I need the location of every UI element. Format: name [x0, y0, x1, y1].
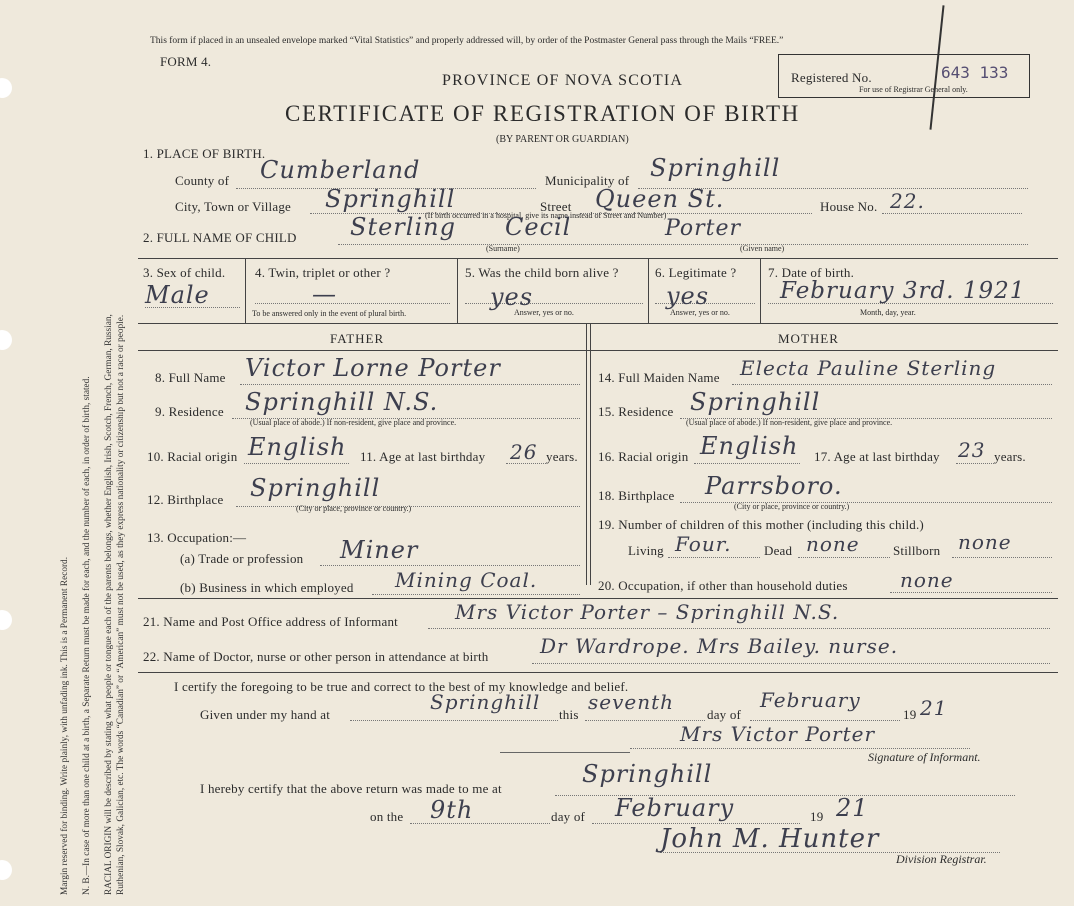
mother-residence-label: 15. Residence: [598, 404, 674, 419]
dead-value: none: [806, 532, 860, 556]
given-year-prefix: 19: [903, 707, 917, 722]
registrar-place-value: Springhill: [582, 760, 713, 788]
municipality-value: Springhill: [650, 154, 781, 182]
mother-years-label: years.: [994, 449, 1026, 464]
father-residence-label: 9. Residence: [155, 404, 224, 419]
parents-header-border: [138, 350, 1058, 351]
alive-note: Answer, yes or no.: [514, 308, 574, 317]
father-race-value: English: [248, 433, 347, 461]
child-name-line: [338, 244, 1028, 245]
mother-heading: MOTHER: [778, 331, 839, 346]
doctor-line: [532, 663, 1050, 664]
registrar-signature: John M. Hunter: [660, 824, 880, 854]
child-surname: Sterling: [350, 213, 456, 241]
twin-value: —: [312, 280, 337, 308]
registrar-signature-label: Division Registrar.: [896, 852, 987, 866]
child-given-name-2: Porter: [665, 216, 742, 241]
twin-line: [255, 303, 450, 304]
stillborn-label: Stillborn: [893, 543, 941, 558]
house-label: House No.: [820, 199, 878, 214]
given-under-label: Given under my hand at: [200, 707, 331, 722]
alive-value: yes: [490, 283, 534, 311]
father-birthplace-label: 12. Birthplace: [147, 492, 224, 507]
certify-statement: I certify the foregoing to be true and correct to the best of my knowledge and belief.: [174, 679, 629, 694]
city-value: Springhill: [325, 185, 456, 213]
doctor-value: Dr Wardrope. Mrs Bailey. nurse.: [540, 634, 899, 658]
given-note: (Given name): [740, 244, 785, 253]
street-value: Queen St.: [595, 185, 725, 213]
father-birthplace-note: (City or place, province or country.): [296, 504, 412, 513]
mother-occupation-line: [890, 592, 1052, 593]
cell-divider: [245, 258, 246, 323]
form-number: FORM 4.: [160, 54, 212, 69]
stillborn-line: [952, 557, 1052, 558]
mother-birthplace-label: 18. Birthplace: [598, 488, 675, 503]
mother-race-value: English: [700, 432, 799, 460]
mother-name-label: 14. Full Maiden Name: [598, 370, 720, 385]
stillborn-value: none: [958, 530, 1012, 554]
dob-value: February 3rd. 1921: [780, 278, 1026, 304]
father-birthplace-value: Springhill: [250, 474, 381, 502]
informant-signature: Mrs Victor Porter: [680, 722, 876, 746]
informant-signature-line: [630, 748, 970, 749]
given-day-of-label: day of: [707, 707, 742, 722]
given-place-line: [350, 720, 558, 721]
given-year-value: 21: [920, 696, 948, 720]
street-label: Street: [540, 199, 572, 214]
father-years-label: years.: [546, 449, 578, 464]
twin-note: To be answered only in the event of plural birth.: [252, 309, 407, 318]
parents-divider: [586, 323, 587, 585]
father-residence-value: Springhill N.S.: [245, 388, 439, 416]
given-month-line: [750, 720, 900, 721]
signature-stub-line: [500, 752, 630, 753]
given-day-line: [585, 720, 705, 721]
living-value: Four.: [675, 532, 732, 556]
registrar-day-of-label: day of: [551, 809, 586, 824]
informant-signature-label: Signature of Informant.: [868, 750, 981, 764]
father-age-label: 11. Age at last birthday: [360, 449, 486, 464]
father-name-line: [240, 384, 580, 385]
doctor-label: 22. Name of Doctor, nurse or other person in attendance at birth: [143, 649, 489, 664]
mother-occupation-value: none: [900, 568, 954, 592]
registrar-month-value: February: [615, 794, 735, 822]
side-note-racial-origin: RACIAL ORIGIN will be described by stating what people or tongue each of the parents belongs, whether English, Irish, Scotch, French, German, Russian,: [104, 314, 114, 895]
twin-label: 4. Twin, triplet or other ?: [255, 265, 391, 280]
living-line: [668, 557, 760, 558]
this-label: this: [559, 707, 579, 722]
binding-hole: [0, 78, 12, 98]
mother-race-label: 16. Racial origin: [598, 449, 689, 464]
province-heading: PROVINCE OF NOVA SCOTIA: [442, 72, 684, 89]
dob-note: Month, day, year.: [860, 308, 916, 317]
informant-line: [428, 628, 1050, 629]
registered-number: 643 133: [941, 63, 1009, 82]
mother-birthplace-note: (City or place, province or country.): [734, 502, 850, 511]
legitimate-note: Answer, yes or no.: [670, 308, 730, 317]
registered-box: [778, 54, 1030, 98]
dead-label: Dead: [764, 543, 793, 558]
mother-occupation-label: 20. Occupation, if other than household duties: [598, 578, 848, 593]
mother-age-value: 23: [958, 438, 986, 462]
legitimate-value: yes: [666, 282, 710, 310]
row-top-border: [138, 258, 1058, 259]
city-label: City, Town or Village: [175, 199, 292, 214]
mother-name-line: [732, 384, 1052, 385]
informant-value: Mrs Victor Porter – Springhill N.S.: [455, 600, 840, 624]
certificate-subtitle: (BY PARENT OR GUARDIAN): [496, 134, 629, 145]
side-note-racial-origin-2: Ruthenian, Slovak, Galician, etc. The words “Canadian” or “American” must not be used, as they express nationality or citizenship but not a race or people.: [116, 314, 126, 895]
county-value: Cumberland: [260, 156, 421, 184]
county-label: County of: [175, 173, 230, 188]
registrar-on-label: on the: [370, 809, 404, 824]
binding-hole: [0, 330, 12, 350]
child-given-name: Cecil: [505, 213, 572, 241]
mother-residence-note: (Usual place of abode.) If non-resident, give place and province.: [686, 418, 893, 427]
parents-divider-2: [590, 323, 591, 585]
registrar-statement: I hereby certify that the above return was made to me at: [200, 781, 502, 796]
registrar-year-prefix: 19: [810, 809, 824, 824]
trade-line: [320, 565, 580, 566]
cell-divider: [760, 258, 761, 323]
registrar-year-value: 21: [836, 794, 869, 822]
legitimate-label: 6. Legitimate ?: [655, 265, 737, 280]
house-line: [882, 213, 1022, 214]
alive-label: 5. Was the child born alive ?: [465, 265, 619, 280]
cell-divider: [457, 258, 458, 323]
dob-label: 7. Date of birth.: [768, 265, 855, 280]
mother-age-line: [956, 463, 994, 464]
row-bottom-border: [138, 323, 1058, 324]
certify-top-border: [138, 672, 1058, 673]
binding-hole: [0, 860, 12, 880]
sex-value: Male: [145, 281, 210, 309]
given-month-value: February: [760, 688, 861, 712]
living-label: Living: [628, 543, 664, 558]
binding-hole: [0, 610, 12, 630]
father-name-label: 8. Full Name: [155, 370, 226, 385]
child-name-label: 2. FULL NAME OF CHILD: [143, 230, 297, 245]
occupation-label: 13. Occupation:—: [147, 530, 247, 545]
given-place-value: Springhill: [430, 690, 541, 714]
given-day-value: seventh: [588, 690, 675, 714]
surname-note: (Surname): [486, 244, 520, 253]
certificate-title: CERTIFICATE OF REGISTRATION OF BIRTH: [285, 101, 800, 126]
registered-label: Registered No.: [791, 70, 872, 85]
children-label: 19. Number of children of this mother (including this child.): [598, 517, 924, 532]
mother-age-label: 17. Age at last birthday: [814, 449, 940, 464]
place-heading: 1. PLACE OF BIRTH.: [143, 146, 266, 161]
cell-divider: [648, 258, 649, 323]
business-label: (b) Business in which employed: [180, 580, 354, 595]
mother-birthplace-value: Parrsboro.: [705, 472, 843, 500]
trade-value: Miner: [340, 536, 419, 564]
father-age-value: 26: [510, 440, 538, 464]
side-note-multiple-births: N. B.—In case of more than one child at a birth, a Separate Return must be made for each, and the number of each, in order of birth, stated.: [82, 376, 92, 895]
business-line: [372, 594, 580, 595]
registrar-use-note: For use of Registrar General only.: [859, 85, 968, 94]
house-value: 22.: [890, 189, 925, 213]
informant-top-border: [138, 598, 1058, 599]
municipality-label: Municipality of: [545, 173, 630, 188]
side-note-binding: Margin reserved for binding. Write plainly, with unfading ink. This is a Permanent Record.: [60, 556, 70, 895]
postal-notice: This form if placed in an unsealed envelope marked “Vital Statistics” and properly addressed will, by order of the Postmaster General pass through the Mails “FREE.”: [150, 36, 784, 46]
registrar-day-value: 9th: [430, 796, 474, 824]
father-race-label: 10. Racial origin: [147, 449, 238, 464]
mother-name-value: Electa Pauline Sterling: [740, 356, 997, 380]
father-race-line: [244, 463, 349, 464]
father-name-value: Victor Lorne Porter: [245, 354, 501, 382]
dead-line: [798, 557, 890, 558]
mother-residence-value: Springhill: [690, 388, 821, 416]
informant-label: 21. Name and Post Office address of Informant: [143, 614, 398, 629]
trade-label: (a) Trade or profession: [180, 551, 304, 566]
business-value: Mining Coal.: [395, 568, 538, 592]
father-residence-note: (Usual place of abode.) If non-resident, give place and province.: [250, 418, 457, 427]
mother-race-line: [694, 463, 800, 464]
hospital-note: (If birth occurred in a hospital, give its name instead of Street and Number): [425, 211, 667, 220]
sex-label: 3. Sex of child.: [143, 265, 226, 280]
father-heading: FATHER: [330, 331, 385, 346]
